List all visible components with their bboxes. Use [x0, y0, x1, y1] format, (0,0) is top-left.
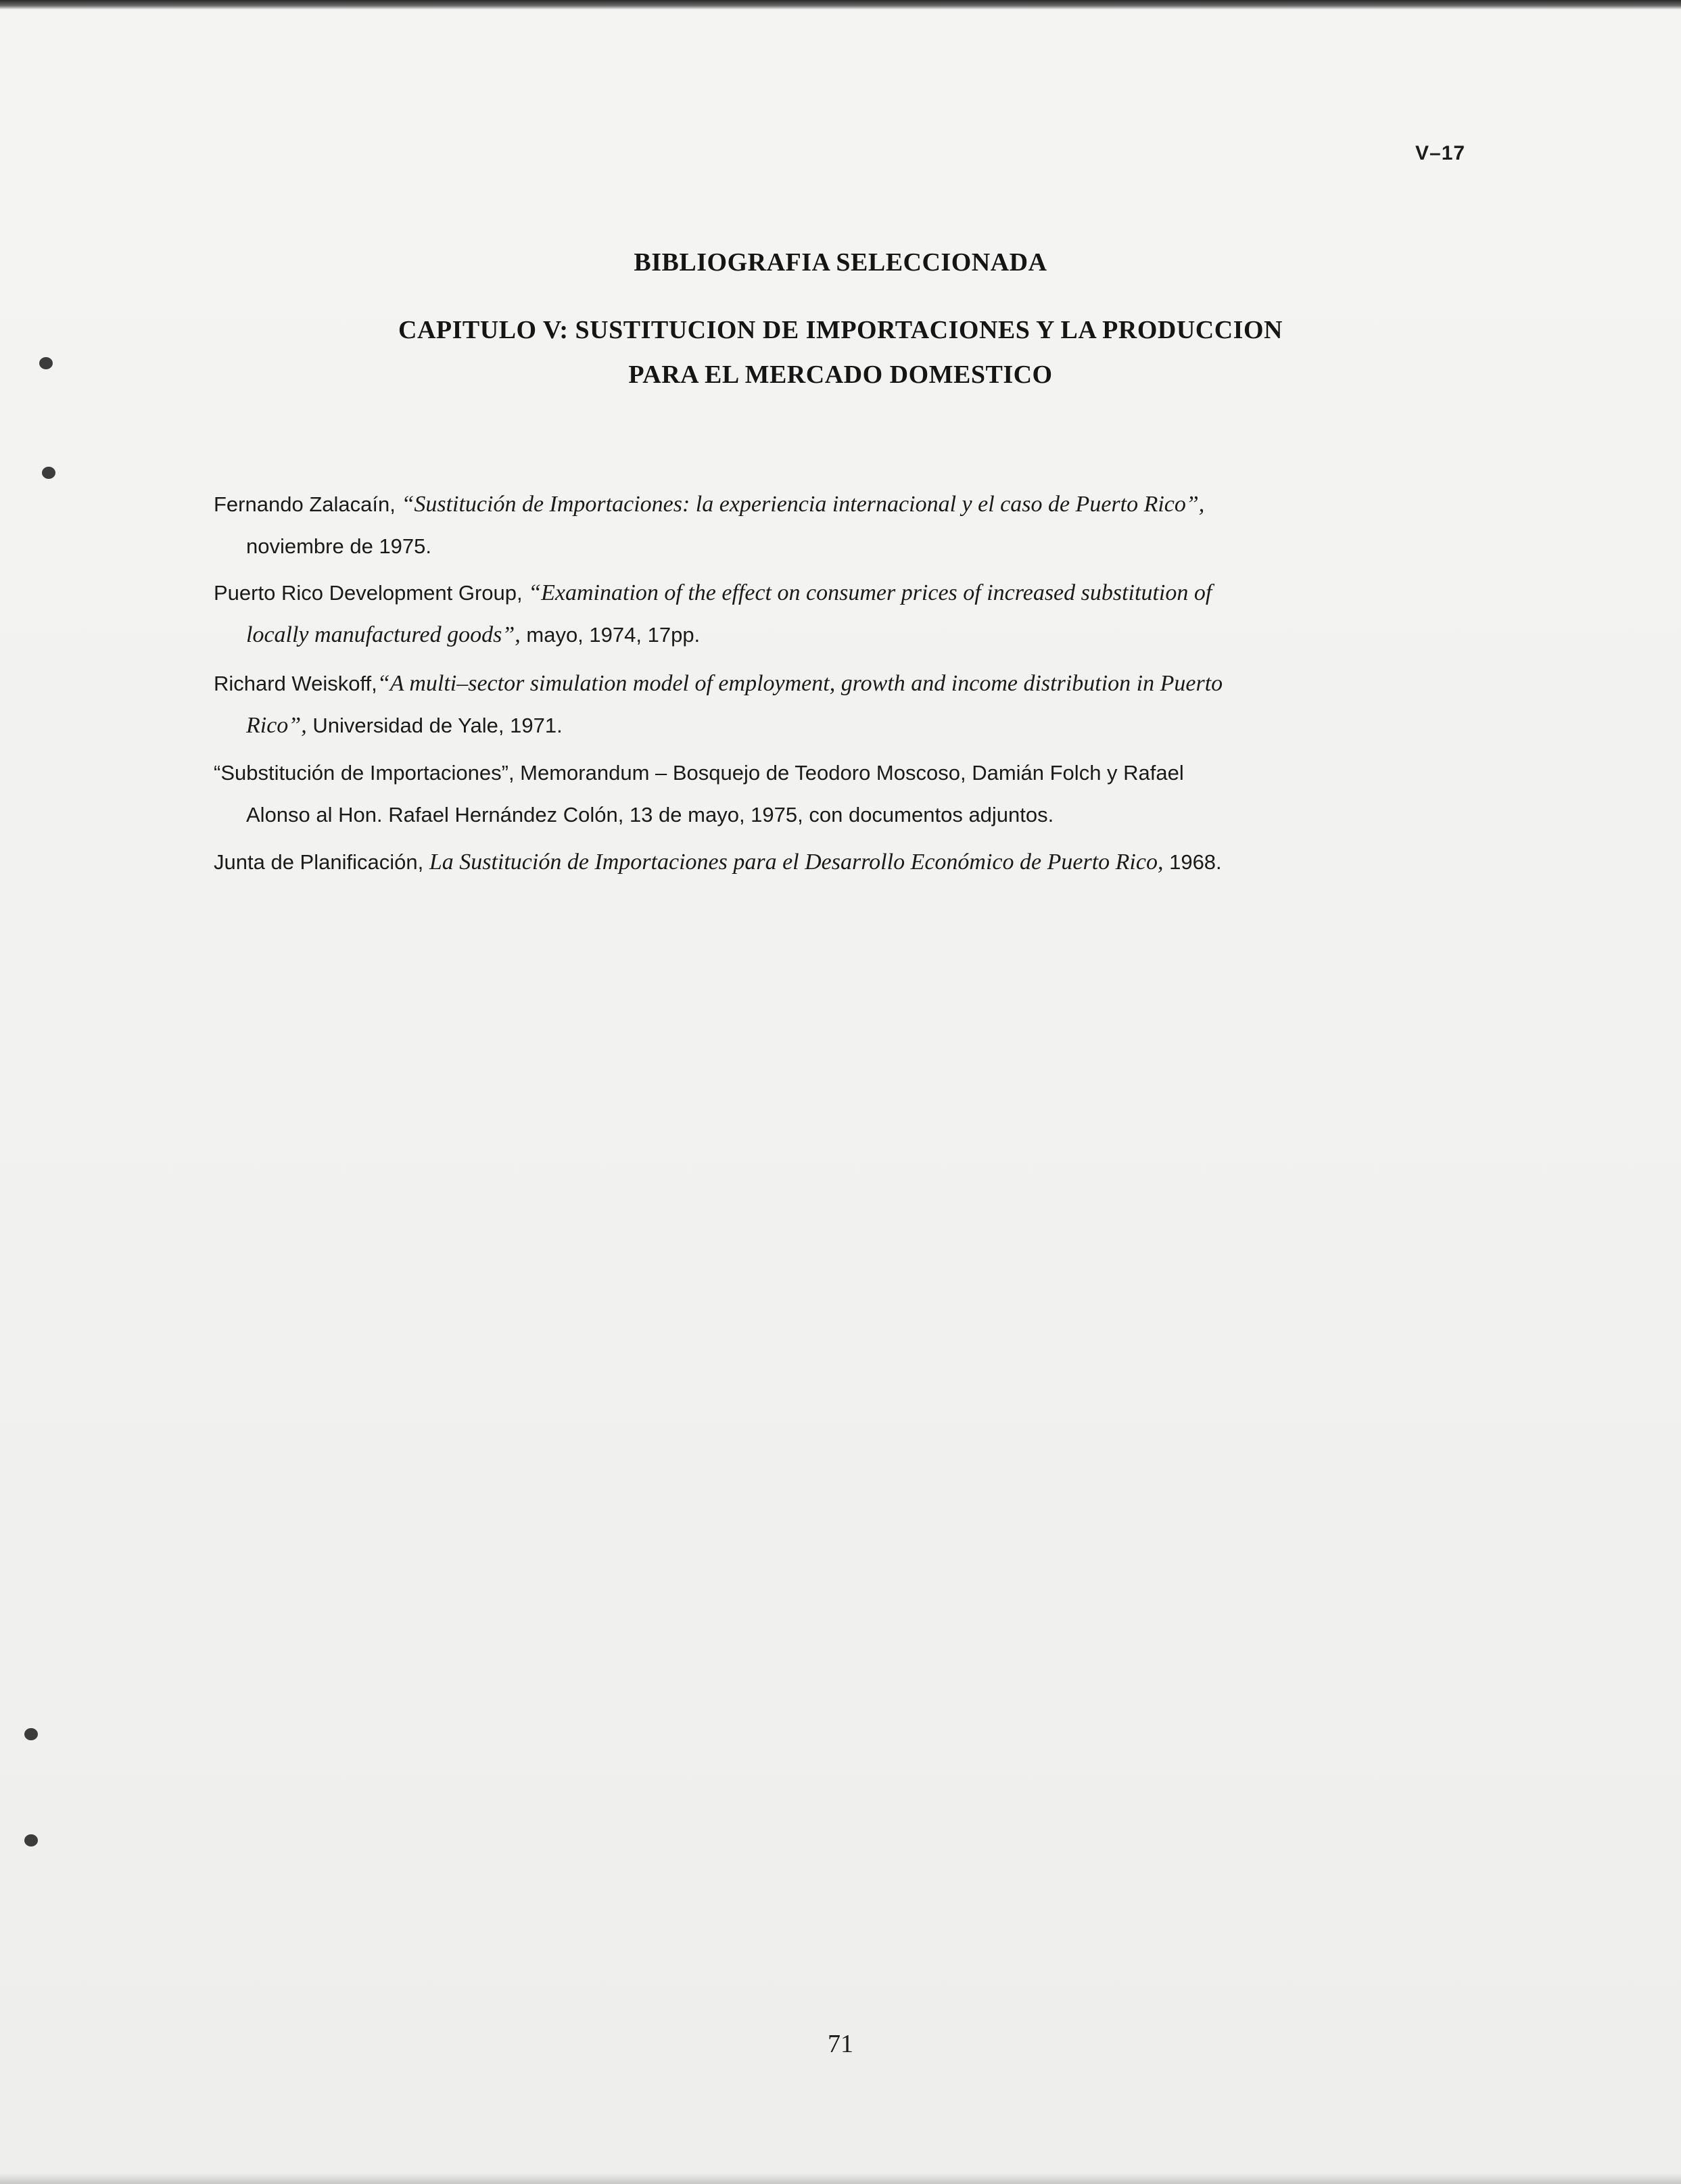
- entry-title: “Examination of the effect on consumer prices of increased substitution of: [528, 580, 1212, 605]
- bibliography-entry-5: [214, 841, 1498, 883]
- page-number: 71: [828, 2030, 853, 2058]
- binder-hole-2: [42, 467, 55, 479]
- entry-details: noviembre de 1975.: [246, 534, 432, 558]
- bibliography-entry-1: [214, 484, 1498, 567]
- chapter-heading: CAPITULO V: SUSTITUCION DE IMPORTACIONES Y LA PRODUCCION: [398, 316, 1283, 344]
- bibliography-entry-3: [214, 663, 1498, 747]
- entry-author: Junta de Planificación,: [214, 850, 429, 874]
- entry-title: “Sustitución de Importaciones: la experiencia internacional y el caso de Puerto Rico”,: [401, 492, 1205, 517]
- bibliography-entry-4: [214, 752, 1498, 836]
- page-code: V–17: [1415, 142, 1466, 164]
- entry-title: “A multi–sector simulation model of employment, growth and income distribution in Puerto: [377, 671, 1223, 696]
- entry-title: La Sustitución de Importaciones para el Desarrollo Económico de Puerto Rico,: [429, 850, 1164, 875]
- bibliography-heading: BIBLIOGRAFIA SELECCIONADA: [634, 248, 1047, 277]
- entry-text: “Substitución de Importaciones”, Memorandum – Bosquejo de Teodoro Moscoso, Damián Folch y Rafael: [214, 761, 1184, 785]
- entry-title-continued: locally manufactured goods”,: [246, 622, 521, 647]
- entry-text-continued: Alonso al Hon. Rafael Hernández Colón, 13 de mayo, 1975, con documentos adjuntos.: [246, 803, 1054, 827]
- entry-details: 1968.: [1163, 850, 1222, 874]
- chapter-heading-continued: PARA EL MERCADO DOMESTICO: [628, 361, 1053, 389]
- binder-hole-4: [24, 1834, 38, 1846]
- entry-details: Universidad de Yale, 1971.: [306, 714, 563, 737]
- entry-details: mayo, 1974, 17pp.: [520, 623, 701, 647]
- entry-author: Fernando Zalacaín,: [214, 492, 402, 516]
- entry-author: Puerto Rico Development Group,: [214, 581, 529, 605]
- scan-top-edge: [0, 0, 1681, 9]
- bibliography-entry-2: [214, 572, 1498, 656]
- entry-author: Richard Weiskoff,: [214, 672, 377, 695]
- binder-hole-3: [24, 1728, 38, 1740]
- scan-bottom-edge: [0, 2173, 1681, 2184]
- entry-title-continued: Rico”,: [246, 713, 307, 738]
